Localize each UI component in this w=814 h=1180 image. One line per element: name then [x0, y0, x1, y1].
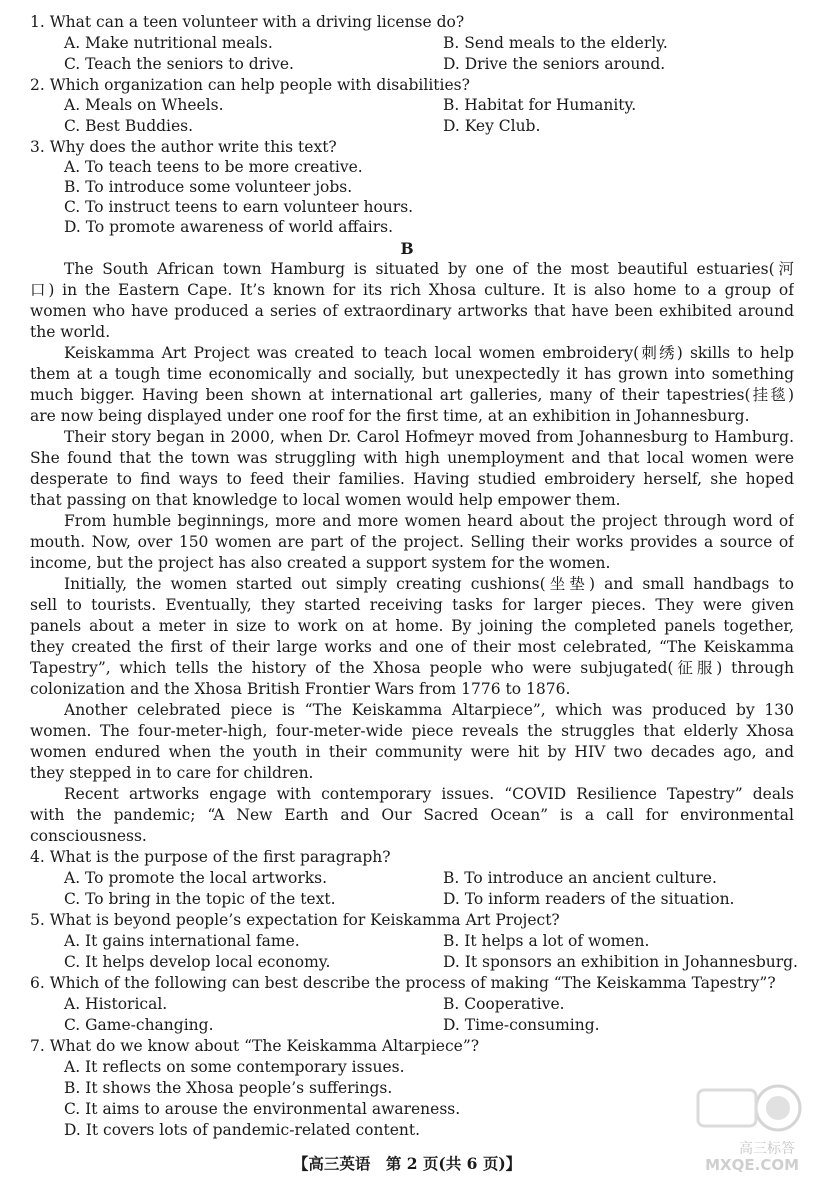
passage-line: the world.	[30, 323, 111, 341]
option: C. To instruct teens to earn volunteer hours.	[64, 198, 414, 216]
option: C. It helps develop local economy.	[64, 953, 331, 971]
option: D. It covers lots of pandemic-related content.	[64, 1121, 421, 1139]
option: A. Meals on Wheels.	[64, 96, 224, 114]
passage-line: Keiskamma Art Project was created to teach local women embroidery(刺绣) skills to help	[64, 344, 794, 362]
passage-line: Tapestry”, which tells the history of the Xhosa people who were subjugated(征服) through	[30, 659, 794, 677]
passage-line: women who have produced a series of extraordinary artworks that have been exhibited around	[30, 302, 794, 320]
passage-line: women. The four-meter-high, four-meter-wide piece reveals the struggles that elderly Xhosa	[30, 722, 794, 740]
option: A. To promote the local artworks.	[64, 869, 328, 887]
question-stem: 7. What do we know about “The Keiskamma Altarpiece”?	[30, 1037, 480, 1055]
section-heading: B	[400, 239, 414, 258]
watermark-badge-icon	[690, 1080, 805, 1140]
passage-line: She found that the town was struggling with high unemployment and that local women were	[30, 449, 794, 467]
option: C. It aims to arouse the environmental awareness.	[64, 1100, 461, 1118]
option: D. To inform readers of the situation.	[443, 890, 735, 908]
option: C. Game-changing.	[64, 1016, 214, 1034]
passage-line: Another celebrated piece is “The Keiskamma Altarpiece”, which was produced by 130	[64, 701, 794, 719]
passage-line: them at a tough time economically and socially, but unexpectedly it has grown into something	[30, 365, 794, 383]
option: C. Best Buddies.	[64, 117, 194, 135]
option: B. It helps a lot of women.	[443, 932, 650, 950]
question-stem: 1. What can a teen volunteer with a driving license do?	[30, 13, 465, 31]
option: A. Historical.	[64, 995, 168, 1013]
question-stem: 3. Why does the author write this text?	[30, 138, 337, 156]
option: B. Send meals to the elderly.	[443, 34, 668, 52]
question-stem: 2. Which organization can help people with disabilities?	[30, 76, 470, 94]
option: C. To bring in the topic of the text.	[64, 890, 336, 908]
passage-line: they created the first of their large works and one of their most celebrated, “The Keiskamma	[30, 638, 794, 656]
option: C. Teach the seniors to drive.	[64, 55, 294, 73]
option: D. Key Club.	[443, 117, 541, 135]
passage-line: Recent artworks engage with contemporary issues. “COVID Resilience Tapestry” deals	[64, 785, 794, 803]
option: B. It shows the Xhosa people’s sufferings.	[64, 1079, 393, 1097]
question-stem: 5. What is beyond people’s expectation for Keiskamma Art Project?	[30, 911, 560, 929]
question-stem: 4. What is the purpose of the first paragraph?	[30, 848, 391, 866]
option: A. Make nutritional meals.	[64, 34, 273, 52]
passage-line: they stepped in to care for children.	[30, 764, 314, 782]
passage-line: women endured when the youth in their community were hit by HIV two decades ago, and	[30, 743, 794, 761]
passage-line: that passing on that knowledge to local women would help empower them.	[30, 491, 621, 509]
passage-line: much bigger. Having been shown at international art galleries, many of their tapestries(挂毯)	[30, 386, 794, 404]
passage-line: The South African town Hamburg is situated by one of the most beautiful estuaries(河	[64, 260, 794, 278]
passage-line: with the pandemic; “A New Earth and Our Sacred Ocean” is a call for environmental	[30, 806, 794, 824]
option: B. To introduce some volunteer jobs.	[64, 178, 353, 196]
passage-line: From humble beginnings, more and more women heard about the project through word of	[64, 512, 794, 530]
passage-line: desperate to find ways to feed their families. Having studied embroidery herself, she hoped	[30, 470, 794, 488]
passage-line: mouth. Now, over 150 women are part of the project. Selling their works provides a source of	[30, 533, 794, 551]
passage-line: panels about a meter in size to work on at home. By joining the completed panels together,	[30, 617, 794, 635]
option: A. It gains international fame.	[64, 932, 300, 950]
passage-line: 口) in the Eastern Cape. It’s known for its rich Xhosa culture. It is also home to a group of	[30, 281, 794, 299]
option: D. To promote awareness of world affairs.	[64, 218, 394, 236]
option: D. Time-consuming.	[443, 1016, 600, 1034]
passage-line: income, but the project has also created a support system for the women.	[30, 554, 611, 572]
option: A. It reflects on some contemporary issues.	[64, 1058, 405, 1076]
passage-line: Initially, the women started out simply creating cushions(坐垫) and small handbags to	[64, 575, 794, 593]
watermark-url: MXQE.COM	[705, 1156, 799, 1174]
option: D. Drive the seniors around.	[443, 55, 666, 73]
watermark-label: 高三标答	[739, 1141, 795, 1157]
option: B. Habitat for Humanity.	[443, 96, 637, 114]
option: B. Cooperative.	[443, 995, 565, 1013]
page-footer: 【高三英语 第 2 页(共 6 页)】	[292, 1154, 522, 1173]
passage-line: colonization and the Xhosa British Frontier Wars from 1776 to 1876.	[30, 680, 571, 698]
passage-line: sell to tourists. Eventually, they started receiving tasks for larger pieces. They were given	[30, 596, 794, 614]
option: A. To teach teens to be more creative.	[64, 158, 363, 176]
passage-line: Their story began in 2000, when Dr. Carol Hofmeyr moved from Johannesburg to Hamburg.	[64, 428, 794, 446]
watermark-logo	[690, 1080, 805, 1175]
option: D. It sponsors an exhibition in Johannesburg.	[443, 953, 798, 971]
question-stem: 6. Which of the following can best describe the process of making “The Keiskamma Tapestry”?	[30, 974, 776, 992]
option: B. To introduce an ancient culture.	[443, 869, 717, 887]
passage-line: consciousness.	[30, 827, 147, 845]
passage-line: are now being displayed under one roof for the first time, at an exhibition in Johannesburg.	[30, 407, 750, 425]
